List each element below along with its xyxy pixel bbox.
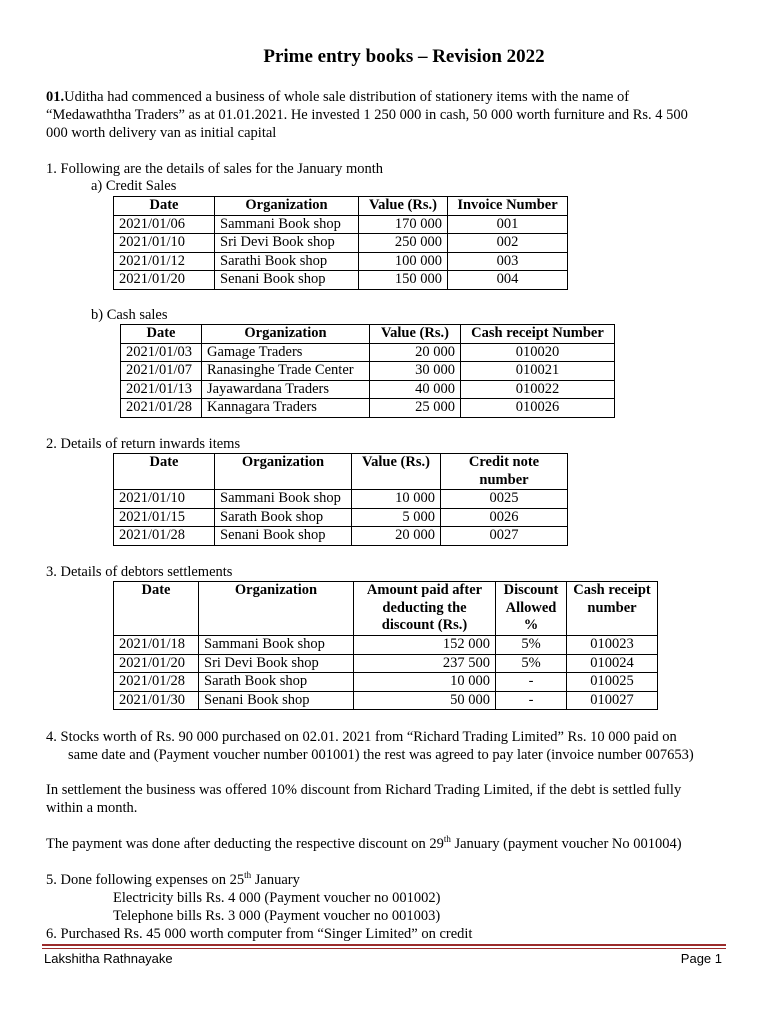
cell: 003 [448,252,568,271]
cell: Sammani Book shop [215,490,352,509]
item-5-ordinal: th [244,870,252,881]
cell: 250 000 [359,234,448,253]
cell: 002 [448,234,568,253]
cell: Sarathi Book shop [215,252,359,271]
cell: 010027 [567,691,658,710]
cell: 30 000 [370,362,461,381]
item-1-heading: 1. Following are the details of sales for the January month [46,161,384,177]
item-4-line-1: 4. Stocks worth of Rs. 90 000 purchased on 02.01. 2021 from “Richard Trading Limited” Rs. 10 000 paid on [46,729,677,745]
expense-telephone: Telephone bills Rs. 3 000 (Payment voucher no 001003) [113,908,441,924]
cell: 2021/01/07 [121,362,202,381]
footer-rule-thin [42,948,726,949]
intro-text-1: Uditha had commenced a business of whole sale distribution of stationery items with the name of [64,89,630,105]
cash-sales-table [120,324,615,418]
cell: Sri Devi Book shop [215,234,359,253]
table-row [114,215,568,234]
payment-ordinal: th [443,834,451,845]
table-row [114,508,568,527]
table-header-row [114,454,568,490]
expense-electricity: Electricity bills Rs. 4 000 (Payment voucher no 001002) [113,890,441,906]
column-header: Invoice Number [448,197,568,216]
cell: 0027 [441,527,568,546]
column-header [354,582,496,636]
table-row [114,252,568,271]
credit-sales-label: a) Credit Sales [91,178,177,194]
table-row [114,271,568,290]
cell: 010021 [461,362,615,381]
column-header: Cash receipt Number [461,325,615,344]
cell: Kannagara Traders [202,399,370,418]
cell: 2021/01/13 [121,380,202,399]
table-row [114,636,658,655]
cell: Jayawardana Traders [202,380,370,399]
settlement-line-1: In settlement the business was offered 10% discount from Richard Trading Limited, if the debt is settled fully [46,782,682,798]
cell: - [496,673,567,692]
cell: 2021/01/30 [114,691,199,710]
cell: 2021/01/20 [114,654,199,673]
cell: 2021/01/20 [114,271,215,290]
table-row [121,362,615,381]
debtors-settlement-table [113,581,658,710]
cell: 010022 [461,380,615,399]
table-row [114,673,658,692]
cell: 010024 [567,654,658,673]
cell: Senani Book shop [215,527,352,546]
cell: 2021/01/03 [121,343,202,362]
cell: 237 500 [354,654,496,673]
page-title: Prime entry books – Revision 2022 [263,46,545,67]
settlement-line-2: within a month. [46,800,138,816]
cell: 2021/01/15 [114,508,215,527]
column-header: Organization [199,582,354,636]
cell: 25 000 [370,399,461,418]
cash-sales-label: b) Cash sales [91,307,168,323]
cell: 010023 [567,636,658,655]
cell: 2021/01/28 [121,399,202,418]
header-line: Amount paid after [366,582,483,598]
header-line: Allowed [505,599,557,616]
cell: 50 000 [354,691,496,710]
column-header: Value (Rs.) [359,197,448,216]
cell: - [496,691,567,710]
header-line: Discount [503,582,559,598]
cell: 2021/01/28 [114,527,215,546]
cell: 10 000 [354,673,496,692]
item-5-text: 5. Done following expenses on 25 [46,872,245,888]
table-row [121,343,615,362]
cell: Ranasinghe Trade Center [202,362,370,381]
intro-line-2: “Medawaththa Traders” as at 01.01.2021. He invested 1 250 000 in cash, 50 000 worth furniture and Rs. 4 500 [46,107,688,123]
cell: 0025 [441,490,568,509]
cell: Senani Book shop [199,691,354,710]
table-row [114,527,568,546]
column-header [567,582,658,636]
cell: 010020 [461,343,615,362]
column-header: Organization [202,325,370,344]
cell: 0026 [441,508,568,527]
cell: 010026 [461,399,615,418]
cell: 100 000 [359,252,448,271]
table-row [121,399,615,418]
item-4-line-2: same date and (Payment voucher number 001001) the rest was agreed to pay later (invoice number 007653) [68,747,694,763]
header-line: % [523,617,539,633]
cell: Sri Devi Book shop [199,654,354,673]
header-line: number [479,471,529,488]
cell: 2021/01/10 [114,234,215,253]
cell: Sarath Book shop [215,508,352,527]
header-line: number [587,599,637,616]
table-row [114,654,658,673]
credit-sales-table [113,196,568,290]
column-header: Value (Rs.) [352,454,441,490]
item-6: 6. Purchased Rs. 45 000 worth computer from “Singer Limited” on credit [46,926,473,942]
payment-text: The payment was done after deducting the respective discount on 29 [46,836,444,852]
cell: Gamage Traders [202,343,370,362]
cell: 150 000 [359,271,448,290]
cell: 2021/01/06 [114,215,215,234]
column-header [496,582,567,636]
return-inwards-table [113,453,568,546]
cell: 001 [448,215,568,234]
cell: Sammani Book shop [199,636,354,655]
cell: 152 000 [354,636,496,655]
cell: 010025 [567,673,658,692]
intro-line-3: 000 worth delivery van as initial capital [46,125,277,141]
cell: 5 000 [352,508,441,527]
cell: 170 000 [359,215,448,234]
cell: 2021/01/28 [114,673,199,692]
item-5-heading [46,871,736,889]
item-3-heading: 3. Details of debtors settlements [46,564,233,580]
column-header: Date [121,325,202,344]
cell: Sarath Book shop [199,673,354,692]
column-header [441,454,568,490]
cell: 5% [496,636,567,655]
table-header-row [121,325,615,344]
cell: 10 000 [352,490,441,509]
question-number: 01. [46,89,65,105]
cell: 20 000 [352,527,441,546]
table-row [114,691,658,710]
column-header: Value (Rs.) [370,325,461,344]
header-line: Cash receipt [573,582,651,598]
cell: Senani Book shop [215,271,359,290]
footer-rule [42,944,726,946]
page-number: Page 1 [680,951,722,966]
header-line: deducting the [382,599,467,616]
intro-line-1 [46,88,736,106]
cell: 40 000 [370,380,461,399]
item-2-heading: 2. Details of return inwards items [46,436,241,452]
table-header-row [114,197,568,216]
column-header: Organization [215,197,359,216]
table-row [114,490,568,509]
footer-author: Lakshitha Rathnayake [44,951,173,966]
header-line: discount (Rs.) [381,617,468,633]
column-header: Date [114,582,199,636]
payment-text: January (payment voucher No 001004) [450,836,682,852]
item-5-text: January [251,872,300,888]
cell: 2021/01/12 [114,252,215,271]
payment-note [46,835,736,853]
cell: 2021/01/18 [114,636,199,655]
column-header: Date [114,197,215,216]
table-row [114,234,568,253]
cell: 20 000 [370,343,461,362]
column-header: Date [114,454,215,490]
cell: 2021/01/10 [114,490,215,509]
cell: 004 [448,271,568,290]
cell: Sammani Book shop [215,215,359,234]
table-row [121,380,615,399]
table-header-row [114,582,658,636]
cell: 5% [496,654,567,673]
column-header: Organization [215,454,352,490]
header-line: Credit note [468,454,540,470]
